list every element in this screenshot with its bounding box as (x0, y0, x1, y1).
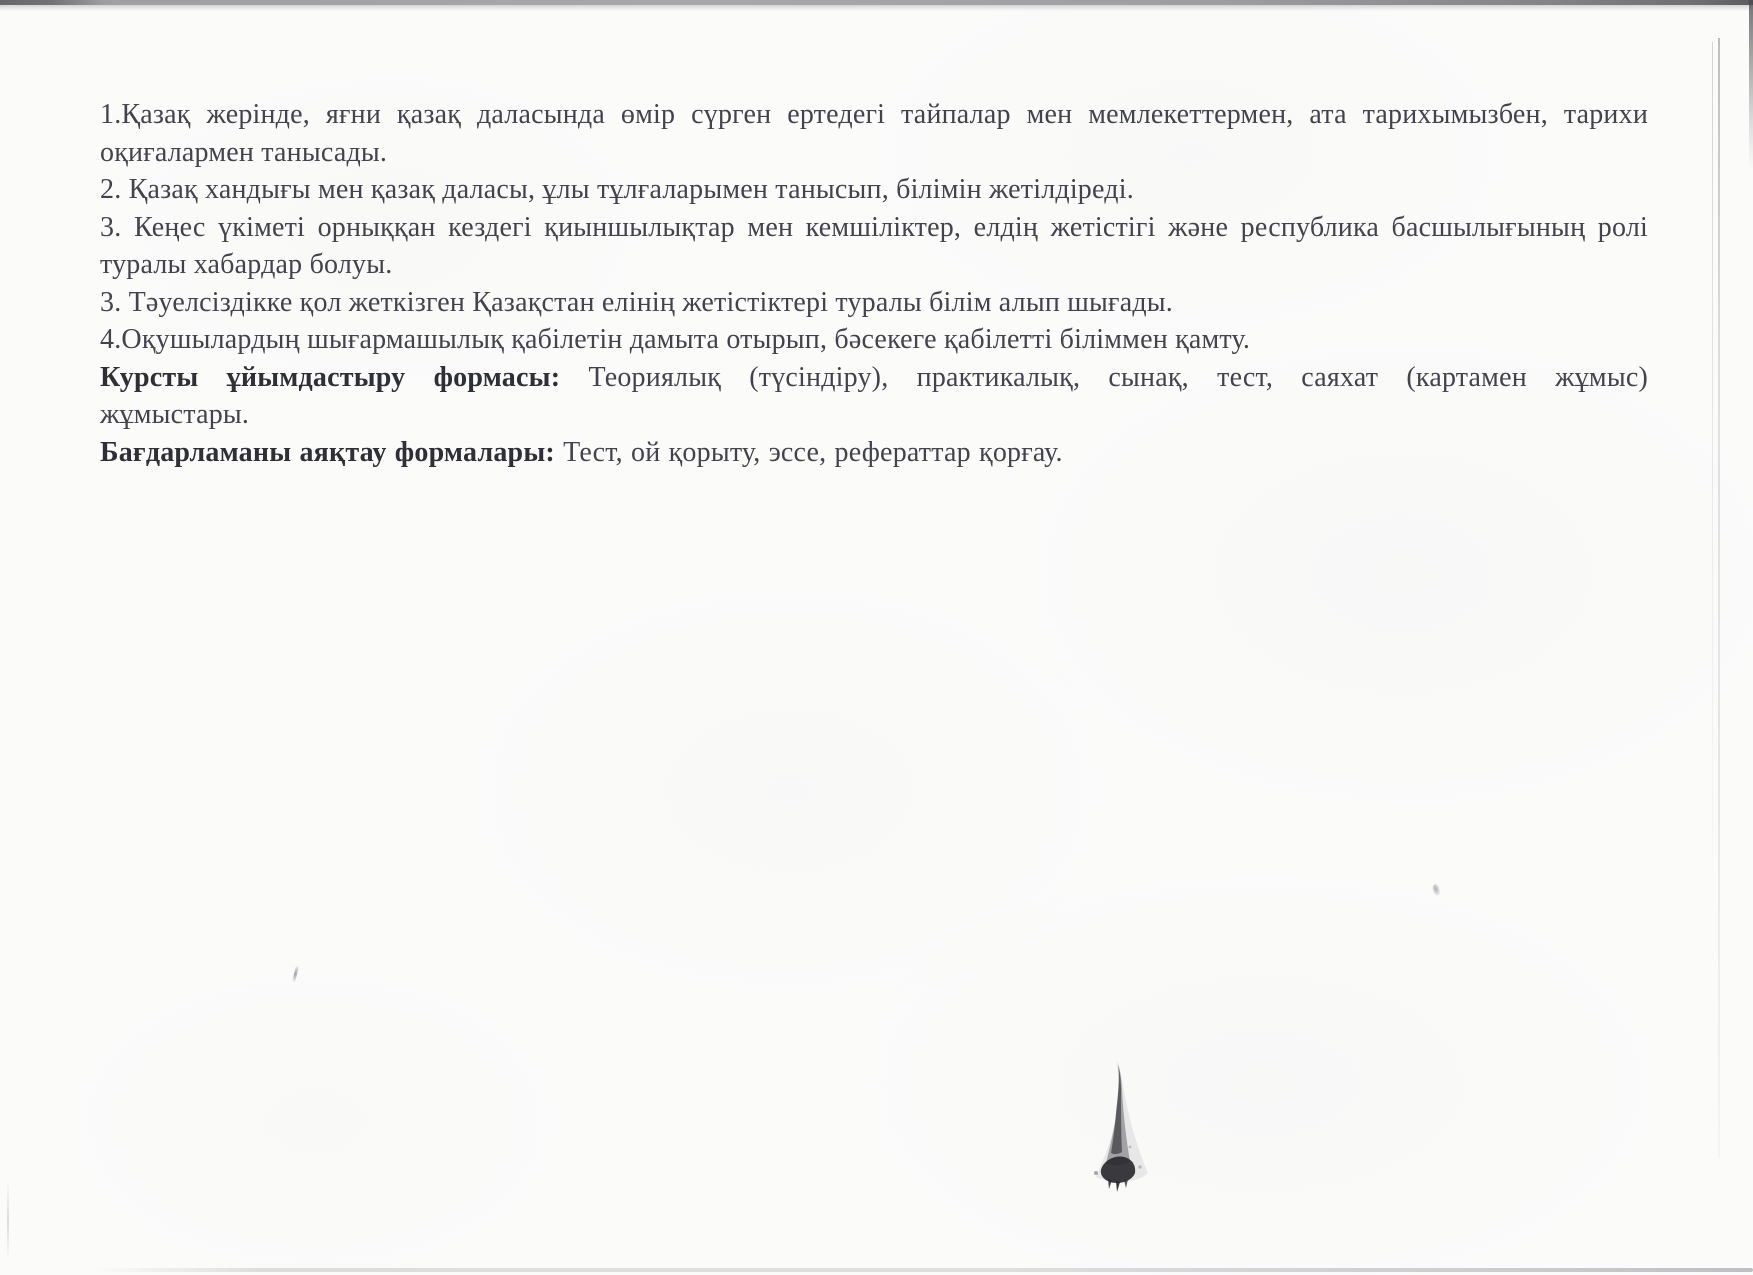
course-format-label: Курсты ұйымдастыру формасы: (100, 361, 561, 393)
objective-paragraph-4: 3. Тәуелсіздікке қол жеткізген Қазақстан елінің жетістіктері туралы білім алып шығады. (100, 286, 1173, 318)
scan-edge-right-corner (1749, 0, 1753, 170)
ink-smudge-artifact (1072, 1055, 1162, 1195)
course-format-paragraph (100, 359, 1648, 434)
objective-paragraph-2: 2. Қазақ хандығы мен қазақ даласы, ұлы тұлғаларымен танысып, білімін жетілдіреді. (100, 174, 1134, 205)
scan-edge-bottom (95, 1268, 1753, 1272)
scan-edge-top-fade (0, 5, 1753, 11)
faint-speck (1431, 883, 1441, 897)
completion-format-value: Тест, ой қорыту, эссе, рефераттар қорғау. (554, 436, 1063, 468)
document-text-block (100, 96, 1648, 471)
scan-edge-bottom-left (7, 1181, 9, 1261)
objective-paragraph-5: 4.Оқушылардың шығармашылық қабілетін дамыта отырып, бәсекеге қабілетті біліммен қамту. (100, 324, 1251, 355)
objective-paragraph-1: 1.Қазақ жерінде, яғни қазақ даласында өмір сүрген ертедегі тайпалар мен мемлекеттермен, ата тарихымызбен, тарихи оқиғалармен танысады. (100, 99, 1648, 168)
objective-paragraph-3: 3. Кеңес үкіметі орныққан кездегі қиыншылықтар мен кемшіліктер, елдің жетістігі және республика басшылығының ролі туралы хабардар болуы. (100, 211, 1648, 280)
paper-edge-line (1718, 38, 1720, 1158)
paper-edge-line-2 (1712, 42, 1713, 902)
completion-format-paragraph (100, 434, 1648, 472)
completion-format-label: Бағдарламаны аяқтау формалары: (100, 436, 555, 468)
course-format-value: Теориялық (түсіндіру), практикалық, сынақ, тест, саяхат (картамен жұмыс) жұмыстары. (100, 361, 1648, 430)
stray-pen-mark (292, 966, 299, 982)
